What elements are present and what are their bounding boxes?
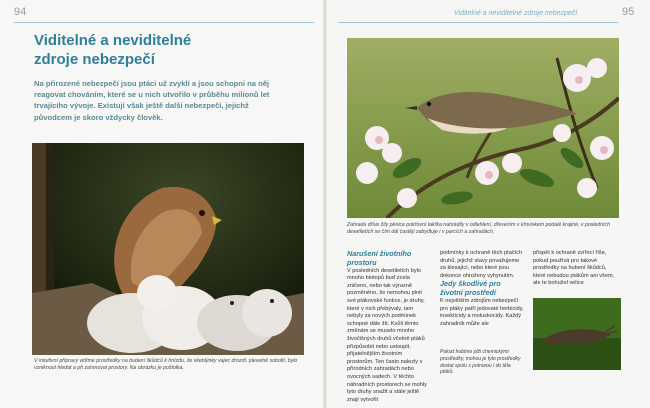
text-column-1: [347, 250, 429, 404]
column-2-text: podmínky k ochraně těch ptačích druhů, jejichž stavy považujeme za klesající, nebo které jsou dokonce ohroženy vyhynutím.: [440, 250, 523, 279]
right-photo-caption: Zahrada dříve žily pěnice pokřovní takřka nahrádily v odlehlení, dřevením v křoviskem podalé krajiné, v posledních desetiletích se čím dál častěji zabydluje i v parcích a zahradách.: [347, 222, 610, 235]
left-header-rule: [14, 22, 314, 23]
warbler-blossom-photo: [347, 38, 619, 218]
slug-note: Pokud hubíme plži chemickými prostředky, mohou je tyto prostředky dostat spolu s potravou i do těla ptáků.: [440, 349, 521, 376]
kestrel-nest-photo: [32, 143, 304, 355]
poisons-text: K největším zdrojům nebezpečí pro ptáky patří jedovaté herbicidy, insekticidy a moluskocidy. Každý zahradník může ale: [440, 297, 524, 327]
running-head: Viditelné a neviditelné zdroje nebezpečí: [454, 10, 578, 17]
slug-photo: [533, 298, 621, 370]
left-page-number: 94: [14, 6, 27, 18]
book-gutter: [323, 0, 327, 408]
right-page-number: 95: [622, 6, 635, 18]
right-header-rule: [338, 22, 618, 23]
column-3-text: přispět k ochraně zvířecí říše, pokud používá pro takové prostředky na hubení škůdců, které nebudou ptákům ani všem, ale te bohužel velice: [533, 250, 615, 287]
section-heading-habitat: Narušení životního prostoru: [347, 249, 412, 267]
left-photo-caption: V intuitivní přípravy vidíme prostředky na budení škůdců k hnízdu, že skeblýnky vajec drozdí, plevelně soboltí, bylo vzniknout hledat a při zahrnoval prostory. Na obrázku je poštolka.: [34, 358, 298, 371]
section-heading-poisons: Jedy škodlivé pro životní prostředí: [440, 279, 501, 298]
text-column-2: [440, 250, 524, 328]
text-column-3: [533, 250, 619, 288]
page-title: Viditelné a neviditelné zdroje nebezpečí: [34, 32, 192, 68]
habitat-text: V posledních desetiletích bylo mnoho biotopů buď zcela zničeno, nebo tak výrazně pozměněno, že nemohou plnit své ptákovské funkce, je druhy, které v nich přebývaly, tam nebyly za nových podmínek schopné dále žít. Kvůli těmto změnám se muselo mnoho živočišných druhů včetně ptáků přizpůsobit nebo ustoupit, přijatelnějším životním prostorům. Ten často nalezly v přírodních zahradách nebo ovocných sadech. V těchto náhradních prostorech se mohly tyto druhy snažit a stále ještě znají vytvořit: [347, 267, 427, 403]
lead-paragraph: Na přirozené nebezpečí jsou ptáci už zvyklí a jsou schopni na něj reagovat chováním, které se u nich utvořilo v průběhu milionů let trvajícího vývoje. Existují však ještě další nebezpečí, jejichž původcem je skoro vždycky člověk.: [34, 79, 270, 122]
